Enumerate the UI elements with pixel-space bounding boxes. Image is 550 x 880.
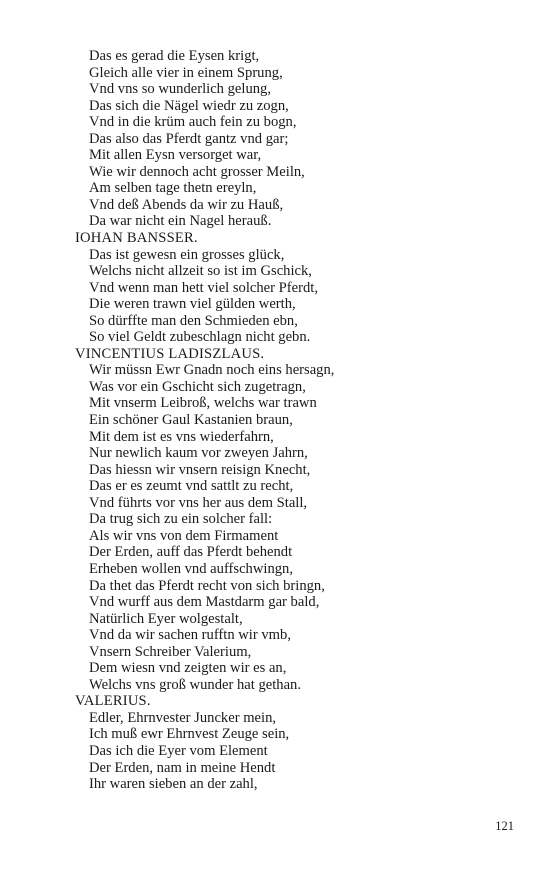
verse-line: Mit vnserm Leibroß, welchs war trawn <box>89 395 317 412</box>
verse-line: Wir müssn Ewr Gnadn noch eins hersagn, <box>89 362 335 379</box>
verse-line: Am selben tage thetn ereyln, <box>89 180 257 197</box>
verse-line: Ich muß ewr Ehrnvest Zeuge sein, <box>89 726 290 743</box>
speaker-name: VALERIUS. <box>75 693 151 710</box>
verse-line: Nur newlich kaum vor zweyen Jahrn, <box>89 445 308 462</box>
verse-line: Der Erden, auff das Pferdt behendt <box>89 544 293 561</box>
verse-line: Was vor ein Gschicht sich zugetragn, <box>89 378 306 395</box>
verse-line: So viel Geldt zubeschlagn nicht gebn. <box>89 329 311 346</box>
verse-line: Erheben wollen vnd auffschwingn, <box>89 560 293 577</box>
verse-line: Vnd wenn man hett viel solcher Pferdt, <box>89 279 318 296</box>
verse-line: Ein schöner Gaul Kastanien braun, <box>89 412 293 429</box>
verse-line: Da war nicht ein Nagel herauß. <box>89 213 272 230</box>
speaker-name: VINCENTIUS LADISZLAUS. <box>75 345 265 362</box>
verse-line: Vnd in die krüm auch fein zu bogn, <box>89 114 297 131</box>
verse-line: Als wir vns von dem Firmament <box>89 527 279 544</box>
verse-line: Natürlich Eyer wolgestalt, <box>89 610 243 627</box>
verse-line: Vnd deß Abends da wir zu Hauß, <box>89 196 284 213</box>
verse-line: Das ich die Eyer vom Element <box>89 742 268 759</box>
verse-line: Mit allen Eysn versorget war, <box>89 147 262 164</box>
verse-line: Vnd vns so wunderlich gelung, <box>89 81 271 98</box>
verse-line: Der Erden, nam in meine Hendt <box>89 759 276 776</box>
verse-line: Edler, Ehrnvester Juncker mein, <box>89 709 277 726</box>
verse-line: Das sich die Nägel wiedr zu zogn, <box>89 97 289 114</box>
verse-line: Vnd wurff aus dem Mastdarm gar bald, <box>89 594 320 611</box>
verse-line: Das also das Pferdt gantz vnd gar; <box>89 130 289 147</box>
verse-line: Da trug sich zu ein solcher fall: <box>89 511 273 528</box>
verse-text-block <box>75 48 515 793</box>
verse-line: Vnd führts vor vns her aus dem Stall, <box>89 494 308 511</box>
verse-line: Dem wiesn vnd zeigten wir es an, <box>89 660 287 677</box>
verse-line: Welchs nicht allzeit so ist im Gschick, <box>89 263 312 280</box>
verse-line: So dürffte man den Schmieden ebn, <box>89 312 298 329</box>
verse-line: Das hiessn wir vnsern reisign Knecht, <box>89 461 311 478</box>
verse-line: Welchs vns groß wunder hat gethan. <box>89 676 302 693</box>
verse-line: Da thet das Pferdt recht von sich bringn, <box>89 577 325 594</box>
verse-line: Das es gerad die Eysen krigt, <box>89 48 260 64</box>
verse-line: Vnsern Schreiber Valerium, <box>89 643 252 660</box>
page-number: 121 <box>495 819 514 833</box>
speaker-name: IOHAN BANSSER. <box>75 230 198 247</box>
verse-line: Ihr waren sieben an der zahl, <box>89 776 258 793</box>
verse-line: Wie wir dennoch acht grosser Meiln, <box>89 163 305 180</box>
verse-line: Mit dem ist es vns wiederfahrn, <box>89 428 274 445</box>
verse-line: Das ist gewesn ein grosses glück, <box>89 246 285 263</box>
verse-line: Die weren trawn viel gülden werth, <box>89 296 296 313</box>
verse-line: Vnd da wir sachen rufftn wir vmb, <box>89 627 291 644</box>
verse-line: Das er es zeumt vnd sattlt zu recht, <box>89 478 294 495</box>
verse-line: Gleich alle vier in einem Sprung, <box>89 64 283 81</box>
